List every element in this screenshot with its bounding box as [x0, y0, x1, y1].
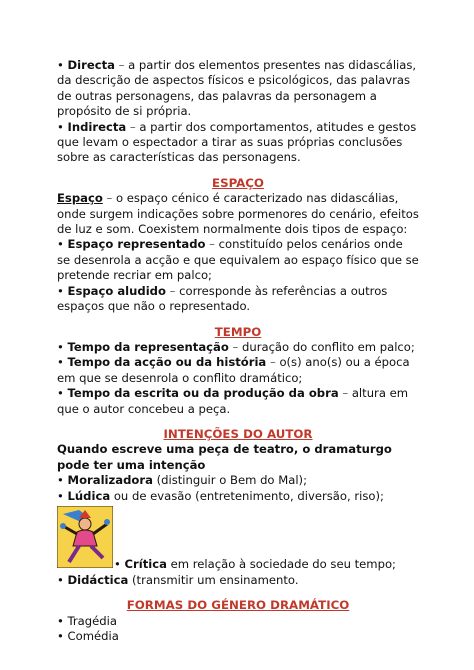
bullet-mark: • — [57, 629, 64, 644]
bullet-tempo-representacao — [57, 340, 419, 355]
document-page — [57, 58, 419, 645]
intencoes-lead — [57, 442, 419, 473]
term-espaco-aludido: Espaço aludido — [67, 283, 166, 298]
term-tempo-escrita: Tempo da escrita ou da produção da obra — [67, 386, 339, 401]
bullet-tempo-accao — [57, 355, 419, 386]
text-ludica: ou de evasão (entretenimento, diversão, riso); — [110, 488, 384, 503]
dash: – — [205, 237, 219, 252]
text-tempo-accao: o(s) ano(s) ou a época em que se desenrola o conflito dramático; — [57, 355, 410, 385]
bullet-espaco-aludido — [57, 284, 419, 315]
bullet-comedia — [57, 629, 419, 644]
heading-formas: FORMAS DO GÉNERO DRAMÁTICO — [126, 598, 350, 613]
bullet-mark: • — [57, 237, 64, 252]
term-tempo-accao: Tempo da acção ou da história — [67, 355, 267, 370]
bullet-mark: • — [57, 613, 64, 628]
text-espaco: o espaço cénico é caracterizado nas didascálias, onde surgem indicações sobre pormenores do cenário, efeitos de luz e som. Coexistem normalmente dois tipos de espaço: — [57, 191, 419, 237]
bullet-mark: • — [57, 572, 64, 587]
term-critica: Crítica — [124, 556, 167, 571]
bullet-moralizadora — [57, 473, 419, 488]
heading-intencoes: INTENÇÕES DO AUTOR — [163, 426, 313, 441]
text-tempo-escrita: altura em que o autor concebeu a peça. — [57, 386, 409, 416]
term-moralizadora: Moralizadora — [67, 473, 153, 488]
dash: – — [266, 355, 280, 370]
heading-tempo: TEMPO — [214, 324, 262, 339]
heading-espaco: ESPAÇO — [212, 175, 264, 190]
bullet-mark: • — [57, 119, 64, 134]
bullet-directa — [57, 58, 419, 120]
bullet-mark: • — [57, 488, 64, 503]
dash: – — [338, 386, 352, 401]
espaco-intro — [57, 191, 419, 237]
text-directa: a partir dos elementos presentes nas didascálias, da descrição de aspectos físicos e psicológicos, das palavras de outras personagens, das palavras da personagem a propósito de si própria. — [57, 58, 417, 119]
bullet-mark: • — [114, 556, 121, 571]
text-indirecta: a partir dos comportamentos, atitudes e gestos que levam o espectador a tirar as suas próprias conclusões sobre as características das personagens. — [57, 119, 417, 165]
dash: – — [126, 119, 140, 134]
term-espaco-representado: Espaço representado — [67, 237, 206, 252]
dash: – — [165, 283, 180, 298]
term-tempo-representacao: Tempo da representação — [67, 339, 229, 354]
intencoes-lead-text: Quando escreve uma peça de teatro, o dramaturgo pode ter uma intenção — [57, 442, 392, 472]
bullet-mark: • — [57, 473, 64, 488]
bullet-critica — [114, 557, 396, 572]
bullet-espaco-representado — [57, 237, 419, 283]
bullet-indirecta — [57, 120, 419, 166]
term-ludica: Lúdica — [67, 488, 111, 503]
bullet-mark: • — [57, 386, 64, 401]
text-tragedia: Tragédia — [67, 613, 117, 628]
term-didactica: Didáctica — [67, 572, 129, 587]
text-comedia: Comédia — [67, 629, 119, 644]
text-moralizadora: (distinguir o Bem do Mal); — [152, 473, 307, 488]
text-didactica: (transmitir um ensinamento. — [128, 572, 299, 587]
dash: – — [102, 191, 116, 206]
dash: – — [114, 58, 129, 72]
illustration-row — [57, 504, 419, 576]
dash: – — [228, 339, 242, 354]
bullet-mark: • — [57, 339, 64, 354]
text-espaco-representado: constituído pelos cenários onde se desenrola a acção e que equivalem ao espaço físico que se pretende recriar em palco; — [57, 237, 419, 283]
dancing-jester-clipart-icon — [57, 506, 113, 568]
bullet-mark: • — [57, 355, 64, 370]
text-espaco-aludido: corresponde às referências a outros espaços que não o representado. — [57, 283, 388, 314]
bullet-ludica — [57, 489, 419, 504]
bullet-tempo-escrita — [57, 386, 419, 417]
bullet-mark: • — [57, 58, 64, 72]
text-tempo-representacao: duração do conflito em palco; — [241, 339, 415, 354]
bullet-mark: • — [57, 283, 64, 298]
term-directa: Directa — [67, 58, 115, 72]
term-espaco: Espaço — [57, 191, 103, 206]
term-indirecta: Indirecta — [67, 119, 127, 134]
text-critica: em relação à sociedade do seu tempo; — [166, 556, 396, 571]
bullet-tragedia — [57, 614, 419, 629]
